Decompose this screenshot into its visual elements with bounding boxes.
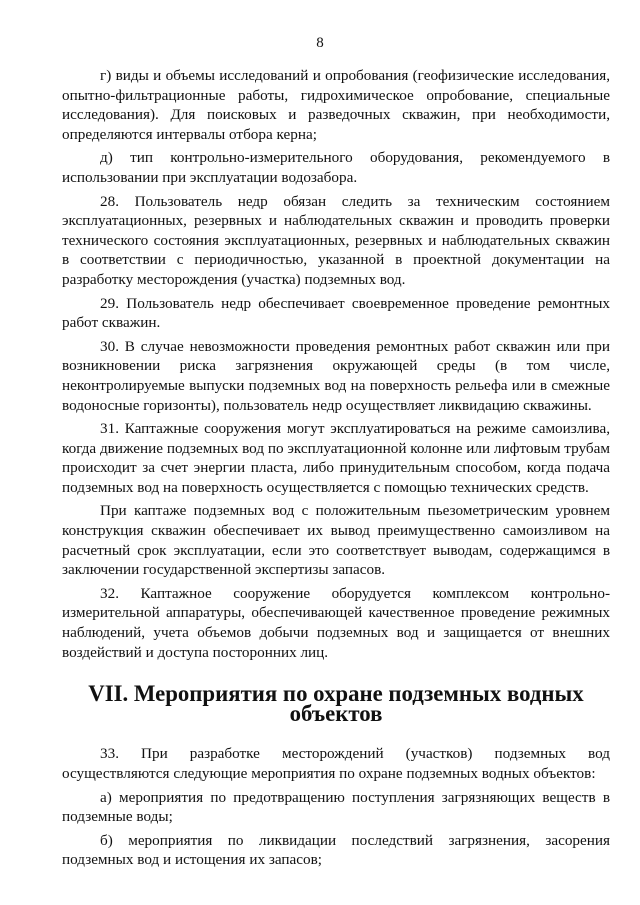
paragraph-33-a: а) мероприятия по предотвращению поступления загрязняющих веществ в подземные воды; [62,788,610,826]
paragraph-28: 28. Пользователь недр обязан следить за техническим состоянием эксплуатационных, резервных и наблюдательных скважин и проводить проверки технического состояния эксплуатационных, резервных и наблюдательных скважин в соответствии с периодичностью, указанной в проектной документации на разработку месторождения (участка) подземных вод. [62,192,610,288]
paragraph-31-continued: При каптаже подземных вод с положительным пьезометрическим уровнем конструкция скважин обеспечивает их вывод преимущественно самоизливом на расчетный срок эксплуатации, если это соответствует выводам, содержащимся в заключении государственной экспертизы запасов. [62,502,610,579]
paragraph-g-research-scope: г) виды и объемы исследований и опробования (геофизические исследования, опытно-фильтрационные работы, гидрохимическое опробование, специальные исследования). Для поисковых и разведочных скважин, при необходимости, определяются интервалы отбора керна; [62,67,610,143]
paragraph-33: 33. При разработке месторождений (участков) подземных вод осуществляются следующие мероприятия по охране подземных водных объектов: [62,745,610,782]
paragraph-29: 29. Пользователь недр обеспечивает своевременное проведение ремонтных работ скважин. [62,294,610,332]
section-heading: VII. Мероприятия по охране подземных водных объектов [88,681,584,726]
paragraph-31: 31. Каптажные сооружения могут эксплуатироваться на режиме самоизлива, когда движение подземных вод по эксплуатационной колонне или лифтовым трубам происходит за счет энергии пласта, либо принудительным способом, когда подача подземных вод на поверхность осуществляется с помощью технических средств. [62,420,610,496]
paragraph-32: 32. Каптажное сооружение оборудуется комплексом контрольно-измерительной аппаратуры, обеспечивающей качественное проведение режимных наблюдений, учета объемов добычи подземных вод и защищается от внешних воздействий и доступа посторонних лиц. [62,584,610,661]
document-body [62,66,610,874]
paragraph-33-b: б) мероприятия по ликвидации последствий загрязнения, засорения подземных вод и истощения их запасов; [62,831,610,869]
page-number: 8 [316,35,324,51]
paragraph-d-equipment-type: д) тип контрольно-измерительного оборудования, рекомендуемого в использовании при эксплуатации водозабора. [62,149,610,186]
paragraph-30: 30. В случае невозможности проведения ремонтных работ скважин или при возникновении риска загрязнения окружающей среды (в том числе, неконтролируемые выпуски подземных вод на поверхность рельефа или в смежные водоносные горизонты), пользователь недр осуществляет ликвидацию скважины. [62,337,610,414]
